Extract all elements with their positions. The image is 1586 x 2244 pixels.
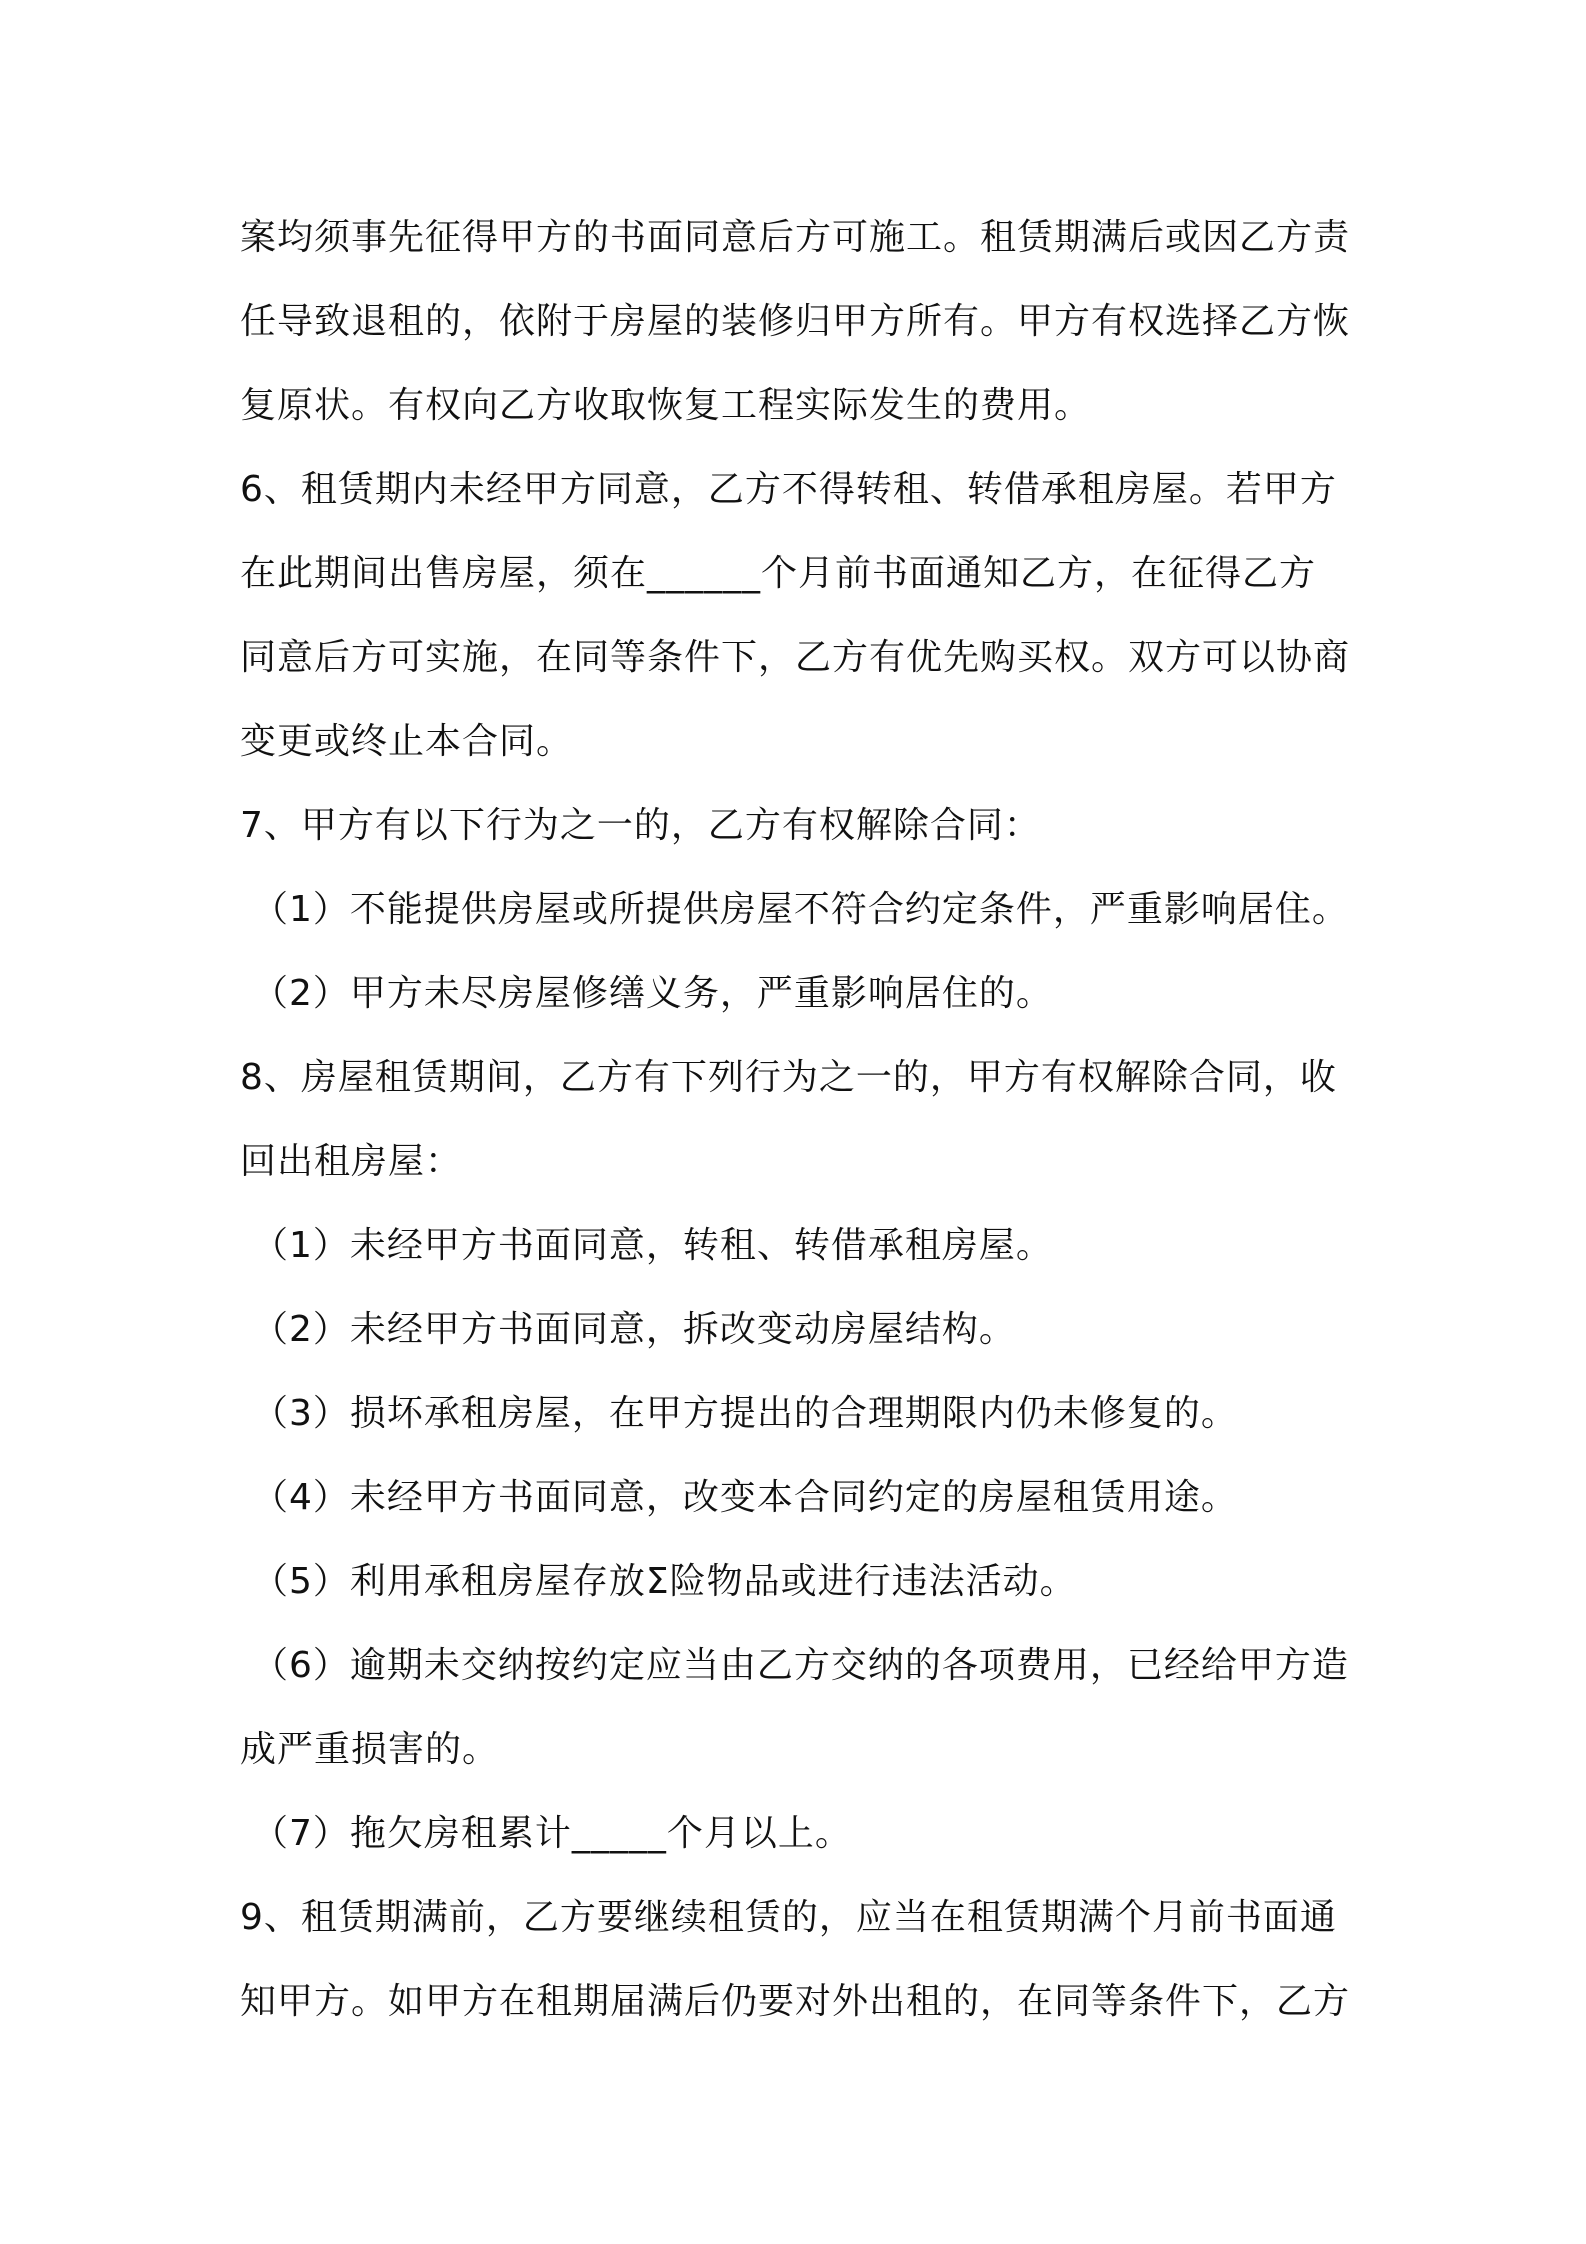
text-line: 回出租房屋： xyxy=(240,1141,463,1182)
text-line: 知甲方。如甲方在租期届满后仍要对外出租的，在同等条件下，乙方 xyxy=(240,1981,1351,2022)
clause-7-item-2: （2）甲方未尽房屋修缮义务，严重影响居住的。 xyxy=(252,973,1053,1014)
contract-text xyxy=(240,196,1360,2044)
clause-8-item-4: （4）未经甲方书面同意，改变本合同约定的房屋租赁用途。 xyxy=(252,1477,1238,1518)
clause-8-item-2: （2）未经甲方书面同意，拆改变动房屋结构。 xyxy=(252,1309,1016,1350)
clause-7-item-1: （1）不能提供房屋或所提供房屋不符合约定条件，严重影响居住。 xyxy=(252,889,1349,930)
text-line: 成严重损害的。 xyxy=(240,1729,500,1770)
clause-8-line: 8、房屋租赁期间，乙方有下列行为之一的，甲方有权解除合同，收 xyxy=(240,1057,1337,1098)
text-line: 任导致退租的，依附于房屋的装修归甲方所有。甲方有权选择乙方恢 xyxy=(240,301,1351,342)
text-line: 变更或终止本合同。 xyxy=(240,721,574,762)
clause-8-item-3: （3）损坏承租房屋，在甲方提出的合理期限内仍未修复的。 xyxy=(252,1393,1238,1434)
clause-8-item-6: （6）逾期未交纳按约定应当由乙方交纳的各项费用，已经给甲方造 xyxy=(252,1645,1349,1686)
text-line: 案均须事先征得甲方的书面同意后方可施工。租赁期满后或因乙方责 xyxy=(240,217,1351,258)
text-line: 复原状。有权向乙方收取恢复工程实际发生的费用。 xyxy=(240,385,1092,426)
clause-8-item-7: （7）拖欠房租累计_____个月以上。 xyxy=(252,1813,852,1854)
clause-8-item-5: （5）利用承租房屋存放Σ险物品或进行违法活动。 xyxy=(252,1561,1077,1602)
clause-9-line: 9、租赁期满前，乙方要继续租赁的，应当在租赁期满个月前书面通 xyxy=(240,1897,1337,1938)
clause-6-line: 6、租赁期内未经甲方同意，乙方不得转租、转借承租房屋。若甲方 xyxy=(240,469,1337,510)
clause-7-line: 7、甲方有以下行为之一的，乙方有权解除合同： xyxy=(240,805,1041,846)
text-line: 同意后方可实施，在同等条件下，乙方有优先购买权。双方可以协商 xyxy=(240,637,1351,678)
text-line: 在此期间出售房屋，须在______个月前书面通知乙方，在征得乙方 xyxy=(240,553,1317,594)
clause-8-item-1: （1）未经甲方书面同意，转租、转借承租房屋。 xyxy=(252,1225,1053,1266)
